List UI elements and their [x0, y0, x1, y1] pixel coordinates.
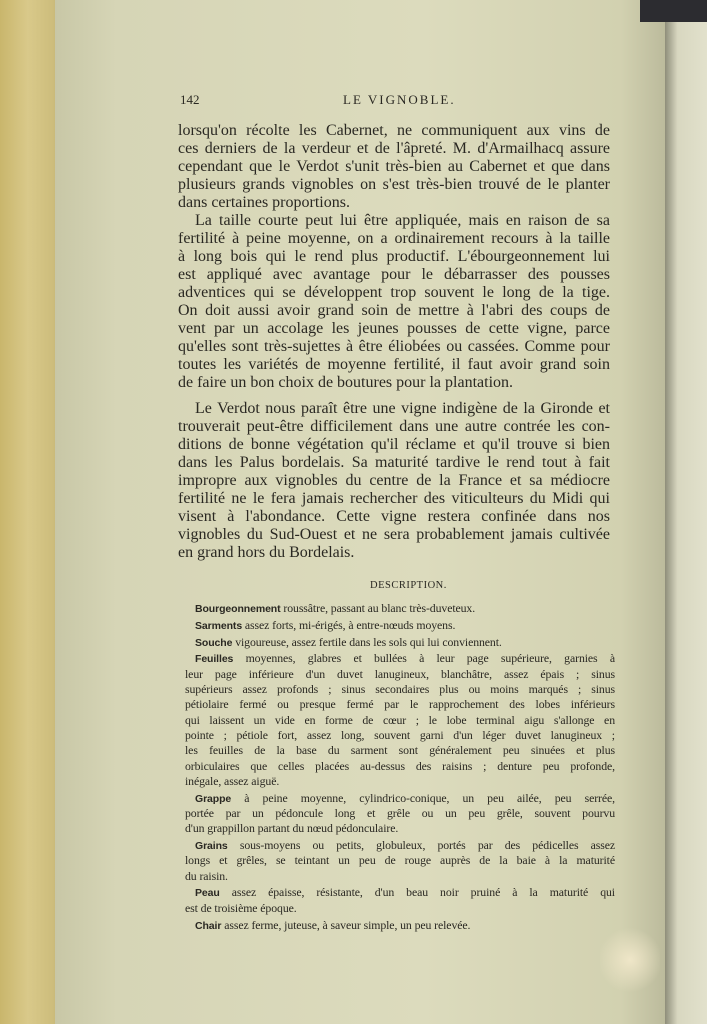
paragraph-3-line: impropre aux vignobles du centre de la France et sa médiocre [178, 472, 610, 489]
paragraph-1-line: plusieurs grands vignobles on s'est très-bien trouvé de le planter [178, 176, 610, 193]
description-text: leur page inférieure d'un duvet lanugineux, blanchâtre, assez épais ; sinus [185, 666, 615, 681]
description-text: sous-moyens ou petits, globuleux, portés par des pédicelles assez [239, 838, 615, 852]
paragraph-1-line: ces derniers de la verdeur et de l'âpreté. M. d'Armailhacq assure [178, 140, 610, 157]
paragraph-1-line: dans certaines proportions. [178, 194, 350, 211]
paragraph-3-line: fertilité ne le fera jamais rechercher des viticulteurs du Midi qui [178, 490, 610, 507]
description-text: pointe ; pétiole fort, assez long, souvent garni d'un léger duvet lanugineux ; [185, 727, 615, 742]
paragraph-3-line: ditions de bonne végétation qu'il réclame et qu'il trouve si bien [178, 436, 610, 453]
description-text: portée par un pédoncule long et grêle ou un peu grêle, souvent pourvu [185, 805, 615, 820]
description-entry-line [195, 918, 615, 933]
paragraph-1-line: cependant que le Verdot s'unit très-bien au Cabernet et que dans [178, 158, 610, 175]
paragraph-1-line: lorsqu'on récolte les Cabernet, ne communiquent aux vins de [178, 122, 610, 139]
paragraph-2-line: On doit aussi avoir grand soin de mettre à l'abri des coups de [178, 302, 610, 319]
description-entry-line [185, 759, 615, 774]
paragraph-3-line: en grand hors du Bordelais. [178, 544, 355, 561]
description-text: assez ferme, juteuse, à saveur simple, un peu relevée. [224, 917, 471, 932]
description-entry-line [195, 791, 615, 806]
description-text: les feuilles de la base du sarment sont généralement peu sinuées et plus [185, 743, 615, 758]
description-term: Souche [195, 636, 233, 649]
description-entry-line [185, 667, 615, 682]
description-text: moyennes, glabres et bullées à leur page supérieure, garnies à [245, 651, 615, 666]
description-entry-line [185, 853, 615, 868]
description-entry-line [185, 901, 615, 916]
page-number: 142 [180, 92, 200, 107]
paragraph-2-line: à long bois qui le rend plus productif. L'ébourgeonnement lui [178, 248, 610, 265]
paragraph-2-line: est appliqué avec avantage pour le débarrasser des pousses [178, 266, 610, 283]
description-entry-line [185, 774, 615, 789]
paragraph-3-line: visent à l'abondance. Cette vigne restera confinée dans nos [178, 508, 610, 525]
description-entry-line [185, 806, 615, 821]
light-glare [600, 925, 660, 995]
description-text: à peine moyenne, cylindrico-conique, un peu ailée, peu serrée, [244, 790, 615, 805]
background-corner [640, 0, 707, 22]
description-entry-line [185, 697, 615, 712]
description-text: longs et grêles, se teintant un peu de rouge auprès de la baie à la maturité [185, 853, 615, 868]
paragraph-3-line: dans les Palus bordelais. Sa maturité tardive le rend tout à fait [178, 454, 610, 471]
paragraph-2-line: adventices qui se développent trop souvent le long de la tige. [178, 284, 610, 301]
description-entry-line [195, 635, 615, 650]
description-text: assez forts, mi-érigés, à entre-nœuds moyens. [244, 617, 456, 632]
description-entry-line [185, 728, 615, 743]
facing-page-edge [665, 0, 707, 1024]
paragraph-2-line: toutes les variétés de moyenne fertilité, il faut avoir grand soin [178, 356, 610, 373]
paragraph-2-line: de faire un bon choix de boutures pour la plantation. [178, 374, 514, 391]
description-term: Grappe [195, 792, 232, 805]
description-entry-line [195, 651, 615, 666]
description-text: inégale, assez aiguë. [185, 773, 280, 788]
description-text: pétiolaire fermé ou presque fermé par le rapprochement des lobes inférieurs [185, 697, 615, 712]
description-entry-line [185, 713, 615, 728]
description-term: Grains [195, 840, 228, 852]
description-term: Peau [195, 887, 220, 900]
description-text: du raisin. [185, 868, 228, 883]
description-text: supérieurs assez profonds ; sinus secondaires plus ou moins marqués ; sinus [185, 682, 615, 696]
description-entry-line [185, 821, 615, 836]
description-term: Chair [195, 919, 222, 932]
description-title: DESCRIPTION. [370, 580, 447, 591]
paragraph-3-line: vignobles du Sud-Ouest et ne sera probablement jamais cultivée [178, 526, 610, 543]
description-term: Sarments [195, 619, 243, 632]
description-entry-line [195, 885, 615, 900]
description-entry-line [195, 601, 615, 616]
description-term: Bourgeonnement [195, 603, 281, 615]
description-text: d'un grappillon partant du nœud pédonculaire. [185, 821, 399, 836]
paragraph-2-line: fertilité à peine moyenne, on a ordinairement recours à la taille [178, 230, 610, 247]
description-entry-line [195, 618, 615, 633]
description-entry-line [185, 869, 615, 884]
paragraph-2-line: qu'elles sont très-sujettes à être éliobées ou cassées. Comme pour [178, 338, 610, 355]
paragraph-2-line: La taille courte peut lui être appliquée, mais en raison de sa [195, 212, 610, 229]
description-text: assez épaisse, résistante, d'un beau noir pruiné à la maturité qui [231, 885, 615, 900]
description-text: orbiculaires que celles placées au-dessus des raisins ; denture peu profonde, [185, 758, 615, 773]
paragraph-3-line: trouverait peut-être difficilement dans une autre contrée les con- [178, 418, 610, 435]
description-text: qui laissent un vide en forme de cœur ; le lobe terminal aigu s'allonge en [185, 712, 615, 727]
description-text: est de troisième époque. [185, 900, 297, 915]
running-title: LE VIGNOBLE. [343, 92, 456, 107]
paragraph-3-line: Le Verdot nous paraît être une vigne indigène de la Gironde et [195, 400, 610, 417]
paragraph-2-line: vent par un accolage les jeunes pousses de cette vigne, parce [178, 320, 610, 337]
description-text: roussâtre, passant au blanc très-duveteux. [283, 601, 476, 615]
description-term: Feuilles [195, 653, 234, 666]
description-entry-line [195, 838, 615, 853]
description-text: vigoureuse, assez fertile dans les sols qui lui conviennent. [235, 634, 502, 649]
description-entry-line [185, 743, 615, 758]
description-entry-line [185, 682, 615, 697]
